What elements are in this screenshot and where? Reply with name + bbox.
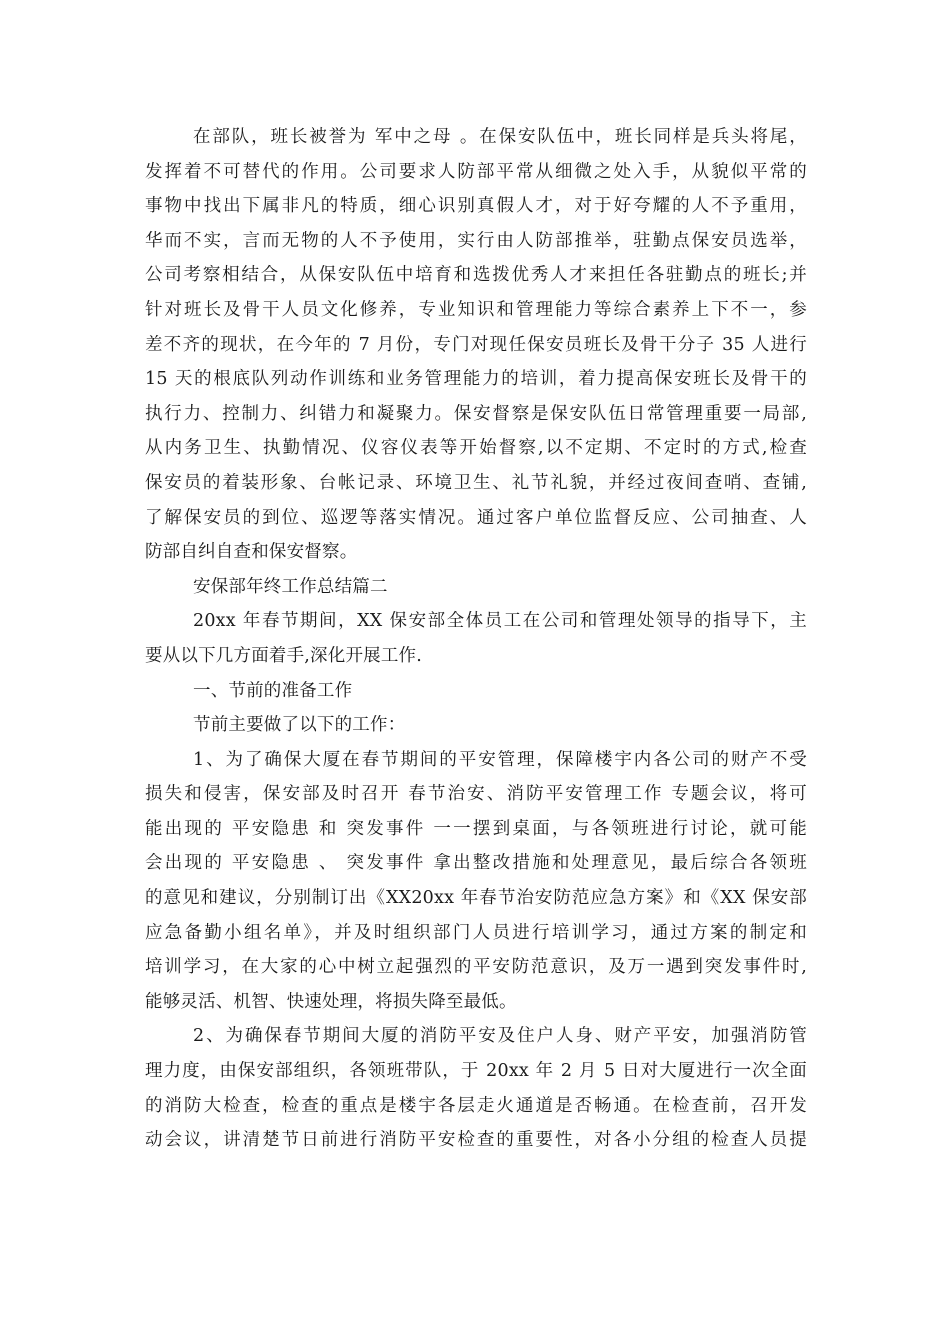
text-line: 的消防大检查，检查的重点是楼宇各层走火通道是否畅通。在检查前，召开发	[145, 1095, 807, 1116]
text-line: 从内务卫生、执勤情况、仪容仪表等开始督察,以不定期、不定时的方式,检查	[145, 438, 807, 459]
text-line: 能出现的 平安隐患 和 突发事件 一一摆到桌面，与各领班进行讨论，就可能	[145, 818, 807, 839]
text-line: 华而不实，言而无物的人不予使用，实行由人防部推举，驻勤点保安员选举，	[145, 230, 807, 251]
text-line: 20xx 年春节期间，XX 保安部全体员工在公司和管理处领导的指导下，主	[193, 611, 807, 632]
document-page	[145, 120, 807, 1158]
text-line: 执行力、控制力、纠错力和凝聚力。保安督察是保安队伍日常管理重要一局部,	[145, 403, 807, 424]
text-line: 事物中找出下属非凡的特质，细心识别真假人才，对于好夸耀的人不予重用，	[145, 196, 807, 217]
text-line: 1、为了确保大厦在春节期间的平安管理，保障楼宇内各公司的财产不受	[193, 749, 807, 770]
text-line: 防部自纠自查和保安督察。	[145, 542, 358, 563]
text-line: 理力度，由保安部组织，各领班带队，于 20xx 年 2 月 5 日对大厦进行一次全面	[145, 1061, 807, 1082]
text-line: 公司考察相结合，从保安队伍中培育和选拨优秀人才来担任各驻勤点的班长;并	[145, 265, 807, 286]
text-line: 安保部年终工作总结篇二	[193, 576, 388, 597]
text-line: 2、为确保春节期间大厦的消防平安及住户人身、财产平安，加强消防管	[193, 1026, 807, 1047]
text-line: 损失和侵害，保安部及时召开 春节治安、消防平安管理工作 专题会议，将可	[145, 784, 807, 805]
text-line: 针对班长及骨干人员文化修养，专业知识和管理能力等综合素养上下不一，参	[145, 299, 807, 320]
text-line: 15 天的根底队列动作训练和业务管理能力的培训，着力提高保安班长及骨干的	[145, 369, 807, 390]
text-line: 一、节前的准备工作	[193, 680, 353, 701]
text-line: 动会议，讲清楚节日前进行消防平安检查的重要性，对各小分组的检查人员提	[145, 1130, 807, 1151]
text-line: 要从以下几方面着手,深化开展工作.	[145, 645, 423, 666]
text-line: 了解保安员的到位、巡逻等落实情况。通过客户单位监督反应、公司抽查、人	[145, 507, 807, 528]
text-line: 培训学习，在大家的心中树立起强烈的平安防范意识，及万一遇到突发事件时,	[145, 957, 807, 978]
text-line: 的意见和建议，分别制订出《XX20xx 年春节治安防范应急方案》和《XX 保安部	[145, 888, 807, 909]
text-line: 应急备勤小组名单》，并及时组织部门人员进行培训学习，通过方案的制定和	[145, 922, 807, 943]
text-line: 能够灵活、机智、快速处理，将损失降至最低。	[145, 991, 517, 1012]
text-line: 在部队，班长被誉为 军中之母 。在保安队伍中，班长同样是兵头将尾，	[193, 127, 807, 147]
text-line: 保安员的着装形象、台帐记录、环境卫生、礼节礼貌，并经过夜间查哨、查铺,	[145, 472, 807, 493]
text-line: 会出现的 平安隐患 、 突发事件 拿出整改措施和处理意见，最后综合各领班	[145, 853, 807, 874]
text-line: 发挥着不可替代的作用。公司要求人防部平常从细微之处入手，从貌似平常的	[145, 161, 807, 182]
text-line: 差不齐的现状，在今年的 7 月份，专门对现任保安员班长及骨干分子 35 人进行	[145, 334, 807, 355]
text-line: 节前主要做了以下的工作：	[193, 715, 406, 736]
